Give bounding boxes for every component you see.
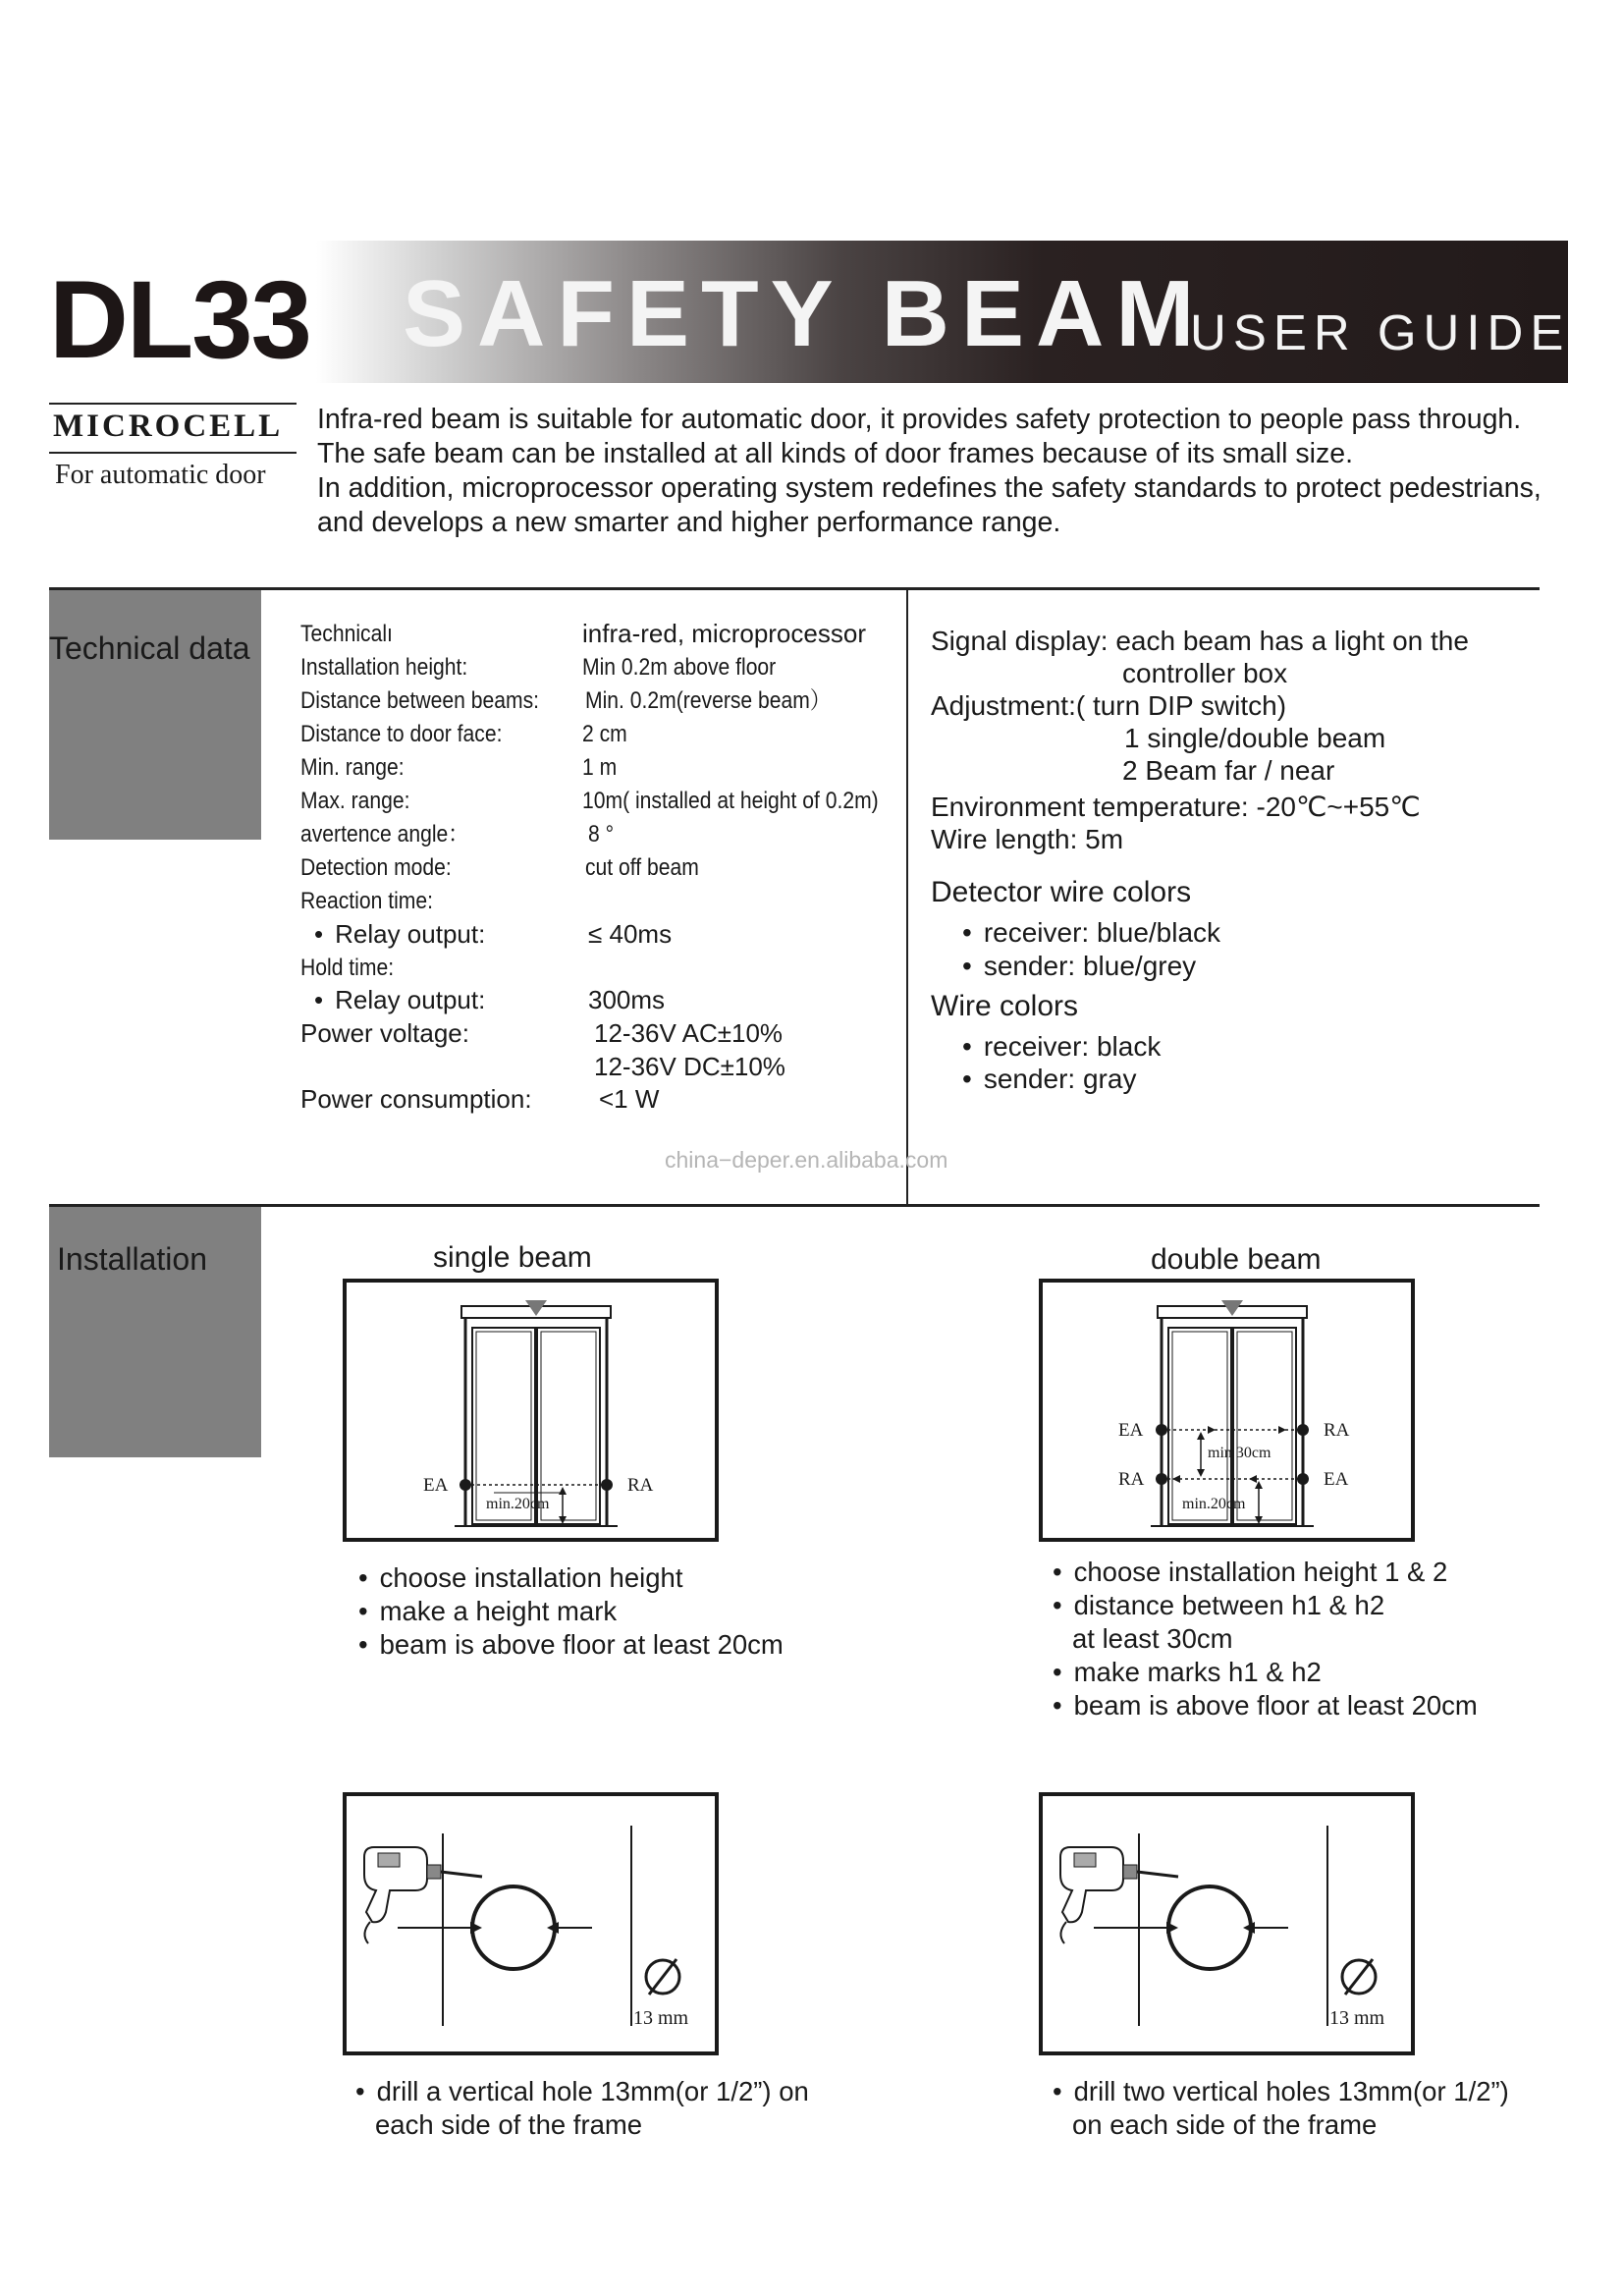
reaction-relay-key: • Relay output: — [314, 921, 485, 947]
list-item-continuation: each side of the frame — [375, 2109, 643, 2140]
environment-temperature: Environment temperature: -20℃~+55℃ — [931, 792, 1421, 822]
technical-column-divider — [906, 587, 908, 1204]
brand-rule-bottom — [49, 452, 297, 454]
list-item: • make marks h1 & h2 — [1053, 1656, 1478, 1689]
double-ra-top-label: RA — [1324, 1420, 1350, 1441]
list-item: • beam is above floor at least 20cm — [358, 1628, 784, 1662]
spec-key: Max. range: — [300, 788, 410, 814]
power-voltage-key: Power voltage: — [300, 1018, 469, 1048]
double-drill-diagram — [1039, 1792, 1415, 2055]
wire-length: Wire length: 5m — [931, 824, 1124, 854]
hold-time-key: Hold time: — [300, 955, 395, 981]
drill-icon — [1060, 1847, 1178, 1943]
intro-line: Infra-red beam is suitable for automatic door, it provides safety protection to people pass through. — [317, 404, 1522, 435]
hole-size-label: 13 mm — [1329, 2007, 1385, 2029]
list-item: • make a height mark — [358, 1595, 784, 1628]
title-main: SAFETY BEAM — [403, 261, 1207, 366]
spec-value: infra-red, microprocessor — [582, 619, 866, 648]
list-item: • distance between h1 & h2 — [1053, 1589, 1478, 1622]
detector-receiver: • receiver: blue/black — [962, 919, 1220, 947]
list-item-continuation: on each side of the frame — [1072, 2109, 1378, 2140]
single-drill-instructions — [355, 2075, 809, 2142]
detector-sender: • sender: blue/grey — [962, 953, 1196, 980]
spec-value: 2 cm — [582, 721, 627, 747]
single-beam-title: single beam — [433, 1241, 592, 1274]
double-min20-label: min.20cm — [1182, 1496, 1246, 1512]
spec-key: Min. range: — [300, 754, 405, 781]
section-divider-installation — [49, 1204, 1540, 1207]
spec-key: Installation height: — [300, 654, 468, 681]
brand-name: MICROCELL — [53, 409, 284, 444]
double-ea-top-label: EA — [1118, 1420, 1144, 1441]
section-divider-technical — [49, 587, 1540, 590]
single-beam-diagram — [343, 1279, 719, 1542]
adjustment-option-1: 1 single/double beam — [1124, 723, 1386, 753]
intro-line: The safe beam can be installed at all kinds of door frames because of its small size. — [317, 438, 1354, 469]
adjustment-option-2: 2 Beam far / near — [1122, 755, 1335, 786]
intro-paragraph — [317, 403, 1594, 540]
intro-line: In addition, microprocessor operating system redefines the safety standards to protect pedestrians, — [317, 472, 1542, 504]
single-min20-label: min.20cm — [486, 1496, 550, 1512]
signal-display: Signal display: each beam has a light on the — [931, 626, 1469, 656]
drill-hole-drawing — [347, 1796, 715, 2051]
spec-key: Distance to door face: — [300, 721, 503, 747]
hold-relay-value: 300ms — [588, 985, 666, 1014]
adjustment: Adjustment:( turn DIP switch) — [931, 690, 1287, 721]
watermark: china−deper.en.alibaba.com — [665, 1147, 948, 1173]
drill-icon — [364, 1847, 482, 1943]
double-beam-steps — [1053, 1556, 1478, 1722]
spec-value: Min 0.2m above floor — [582, 654, 777, 681]
spec-key: Technicalı — [300, 621, 393, 647]
list-item: • choose installation height — [358, 1561, 784, 1595]
detector-wire-title: Detector wire colors — [931, 876, 1192, 908]
list-item-continuation: at least 30cm — [1072, 1623, 1233, 1654]
wire-receiver: • receiver: black — [962, 1033, 1161, 1061]
double-ra-bottom-label: RA — [1118, 1469, 1145, 1490]
technical-label-panel — [49, 590, 261, 840]
technical-section-label: Technical data — [49, 630, 250, 666]
power-consumption-value: <1 W — [599, 1084, 660, 1114]
spec-value: 1 m — [582, 754, 618, 781]
spec-value: cut off beam — [585, 854, 699, 881]
single-beam-steps — [358, 1561, 784, 1662]
wire-sender: • sender: gray — [962, 1066, 1136, 1093]
diameter-icon — [1342, 1959, 1376, 1995]
spec-value: 10m( installed at height of 0.2m) — [582, 788, 879, 814]
reaction-relay-value: ≤ 40ms — [588, 919, 673, 949]
double-beam-door-drawing — [1043, 1283, 1411, 1538]
spec-value: 8 ° — [588, 821, 615, 847]
intro-line: and develops a new smarter and higher performance range. — [317, 507, 1061, 538]
brand-subtitle: For automatic door — [55, 460, 266, 490]
list-item: • choose installation height 1 & 2 — [1053, 1556, 1478, 1589]
installation-section-label: Installation — [57, 1241, 207, 1277]
hole-size-label: 13 mm — [633, 2007, 689, 2029]
model-number: DL33 — [49, 258, 310, 381]
double-beam-title: double beam — [1151, 1243, 1322, 1276]
brand-rule-top — [49, 403, 297, 405]
spec-key: avertence angle： — [300, 821, 469, 847]
hold-relay-key: • Relay output: — [314, 987, 485, 1012]
list-item: • beam is above floor at least 20cm — [1053, 1689, 1478, 1722]
list-item: • drill two vertical holes 13mm(or 1/2”) — [1053, 2075, 1509, 2108]
power-voltage-dc: 12-36V DC±10% — [594, 1052, 785, 1081]
spec-key: Distance between beams: — [300, 687, 540, 714]
title-sub: USER GUIDE — [1190, 304, 1571, 360]
power-consumption-key: Power consumption: — [300, 1084, 532, 1114]
single-drill-diagram — [343, 1792, 719, 2055]
wire-colors-title: Wire colors — [931, 990, 1079, 1022]
single-beam-door-drawing — [347, 1283, 715, 1538]
double-beam-diagram — [1039, 1279, 1415, 1542]
double-min30-label: min 30cm — [1208, 1445, 1271, 1461]
spec-value: Min. 0.2m(reverse beam） — [585, 687, 832, 714]
signal-display-cont: controller box — [1122, 658, 1288, 688]
spec-key: Detection mode: — [300, 854, 452, 881]
list-item: • drill a vertical hole 13mm(or 1/2”) on — [355, 2075, 809, 2108]
spec-key: Reaction time: — [300, 888, 433, 914]
double-drill-instructions — [1053, 2075, 1509, 2142]
drill-hole-drawing — [1043, 1796, 1411, 2051]
power-voltage-ac: 12-36V AC±10% — [594, 1018, 784, 1048]
single-ea-label: EA — [423, 1475, 449, 1496]
single-ra-label: RA — [627, 1475, 654, 1496]
double-ea-bottom-label: EA — [1324, 1469, 1349, 1490]
diameter-icon — [646, 1959, 679, 1995]
